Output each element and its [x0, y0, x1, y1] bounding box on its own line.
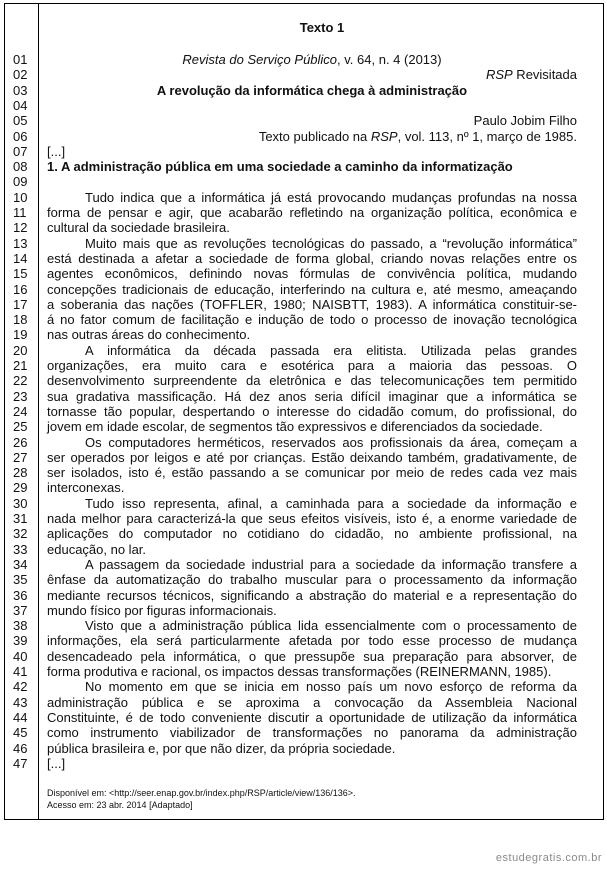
line-number: 18	[13, 312, 28, 328]
line-number-divider	[38, 4, 39, 819]
text-line: [...]	[47, 143, 66, 159]
line-number: 13	[13, 235, 28, 251]
line-number: 03	[13, 82, 28, 98]
text-line: desencadeado pela informática, o que pressupõe sua preparação para absorver, de	[47, 648, 577, 664]
line-number: 30	[13, 495, 28, 511]
line-number: 41	[13, 664, 28, 679]
line-number: 17	[13, 296, 28, 312]
text-line: nada melhor para caracterizá-la que seus efeitos visíveis, isto é, a enorme variedade de	[47, 511, 577, 526]
text-line: Revista do Serviço Público, v. 64, n. 4 (2013)	[182, 52, 442, 67]
text-line: Muito mais que as revoluções tecnológicas do passado, a “revolução informática”	[85, 235, 577, 251]
text-line: administração pública e se aproxima a convocação da Assembleia Nacional	[47, 694, 577, 710]
text-line: organizações, era muito cara e esotérica para a maioria das pessoas. O	[47, 358, 577, 373]
line-number: 25	[13, 419, 28, 435]
site-watermark: estudegratis.com.br	[495, 852, 602, 864]
text-line: concepções tradicionais de educação, interferindo na cultura e, até mesmo, ameaçando	[47, 281, 577, 297]
text-line: ênfase da automatização do trabalho muscular para o processamento da informação	[47, 572, 577, 588]
text-line: nas outras áreas do conhecimento.	[47, 327, 251, 343]
line-number: 26	[13, 434, 28, 450]
text-line: Tudo indica que a informática já está provocando mudanças profundas na nossa	[85, 189, 577, 205]
text-line: 1. A administração pública em uma sociedade a caminho da informatização	[47, 159, 513, 175]
line-number: 28	[13, 465, 28, 481]
line-number: 34	[13, 556, 28, 572]
text-line: Tudo isso representa, afinal, a caminhada para a sociedade da informação e	[85, 495, 577, 511]
text-line: A revolução da informática chega à administração	[156, 82, 468, 98]
line-number: 08	[13, 159, 28, 175]
text-line: Paulo Jobim Filho	[473, 113, 577, 129]
line-number: 44	[13, 709, 28, 725]
line-number: 20	[13, 342, 28, 358]
line-number: 37	[13, 602, 28, 618]
text-line: mundo físico por figuras informacionais.	[47, 602, 277, 618]
line-number: 31	[13, 511, 28, 526]
line-number: 46	[13, 740, 28, 756]
text-line: Texto publicado na RSP, vol. 113, nº 1, março de 1985.	[258, 128, 577, 144]
text-line: No momento em que se inicia em nosso país um novo esforço de reforma da	[85, 679, 577, 695]
line-number: 12	[13, 220, 28, 236]
text-frame	[4, 3, 604, 820]
text-line: como instrumento viabilizador de transformações no panorama da administração	[47, 725, 577, 741]
line-number: 35	[13, 572, 28, 588]
line-number: 05	[13, 113, 28, 129]
text-line: ser operados por leigos e até por crianças. Estão deixando também, gradativamente, de	[47, 449, 577, 465]
text-line: pública brasileira e, por que não dizer, da própria sociedade.	[47, 740, 396, 756]
text-line: a soberania das nações (TOFFLER, 1980; NAISBTT, 1983). A informática constituir-se-	[47, 296, 577, 312]
text-line: á no fator comum de facilitação e indução de todo o processo de inovação tecnológica	[47, 312, 577, 328]
text-line: educação, no lar.	[47, 541, 147, 557]
line-number: 45	[13, 725, 28, 741]
line-number: 36	[13, 587, 28, 603]
text-line: RSP Revisitada	[485, 67, 577, 83]
line-number: 11	[13, 205, 27, 220]
line-number: 38	[13, 618, 28, 634]
line-number: 33	[13, 541, 28, 557]
text-line: A passagem da sociedade industrial para a sociedade da informação transfere a	[85, 556, 577, 572]
text-line: A informática da década passada era elitista. Utilizada pelas grandes	[85, 342, 577, 358]
line-number: 42	[13, 679, 28, 695]
text-line: está destinada a afetar a sociedade de forma global, criando novas relações entre os	[47, 250, 577, 266]
line-number: 29	[13, 480, 28, 496]
line-number: 21	[13, 358, 28, 373]
line-number: 27	[13, 449, 28, 465]
text-line: tornasse tão popular, despertando o interesse do cidadão comum, do profissional, do	[47, 403, 577, 419]
text-line: Visto que a administração pública lida essencialmente com o processamento de	[85, 618, 577, 634]
text-line: interconexas.	[47, 480, 125, 496]
line-number: 01	[13, 52, 28, 67]
text-line: forma produtiva e racional, os impactos dessas transformações (REINERMANN, 1985).	[47, 664, 552, 679]
text-line: cultural da sociedade brasileira.	[47, 220, 230, 236]
line-number: 43	[13, 694, 28, 710]
line-number: 02	[13, 67, 28, 83]
line-number: 06	[13, 128, 28, 144]
text-line: forma de pensar e agir, que acabarão refletindo na organização política, econômica e	[47, 205, 577, 220]
line-number: 04	[13, 97, 28, 113]
line-number: 09	[13, 174, 28, 190]
text-line: Os computadores herméticos, reservados aos profissionais da área, começam a	[85, 434, 577, 450]
source-available: Disponível em: <http://seer.enap.gov.br/index.php/RSP/article/view/136/136>.	[47, 788, 356, 798]
text-line: aplicações do computador no cotidiano do cidadão, no ambiente profissional, na	[47, 526, 577, 542]
line-number: 10	[13, 189, 28, 205]
line-number: 47	[13, 755, 28, 771]
text-line: agentes econômicos, definindo novas fórmulas de convivência política, mudando	[47, 266, 577, 282]
source-accessed: Acesso em: 23 abr. 2014 [Adaptado]	[47, 800, 193, 810]
line-number: 23	[13, 388, 28, 404]
text-line: mediante recursos técnicos, significando a abstração do material e a representação do	[47, 587, 577, 603]
line-number: 15	[13, 266, 28, 282]
line-number: 07	[13, 143, 28, 159]
text-line: [...]	[47, 755, 66, 771]
line-number: 22	[13, 373, 28, 389]
text-line: sua gradativa massificação. Há dez anos seria difícil imaginar que a informática se	[47, 388, 577, 404]
line-number: 19	[13, 327, 28, 343]
line-number: 32	[13, 526, 28, 542]
line-number: 40	[13, 648, 28, 664]
line-number: 24	[13, 403, 28, 419]
text-line: desenvolvimento surpreendente da eletrônica e das telecomunicações tem permitido	[47, 373, 577, 389]
page-title: Texto 1	[299, 20, 345, 35]
text-line: ser isolados, isto é, estão passando a se comunicar por meio de redes cada vez mais	[47, 465, 577, 481]
line-number: 16	[13, 281, 28, 297]
line-number: 14	[13, 250, 28, 266]
line-number: 39	[13, 633, 28, 649]
text-line: informações, ela será particularmente afetada por todo esse processo de mudança	[47, 633, 577, 649]
text-line: Constituinte, é de todo conveniente discutir a oportunidade de utilização da informática	[47, 709, 577, 725]
text-line: jovem em idade escolar, de segmentos tão expressivos e diferenciados da sociedade.	[47, 419, 543, 435]
